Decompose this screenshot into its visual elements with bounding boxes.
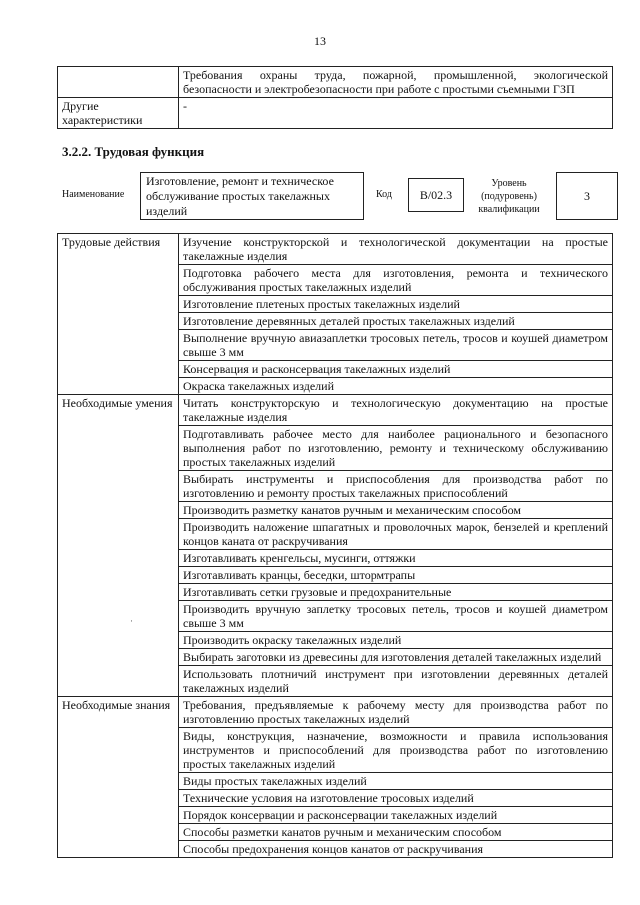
list-item: Окраска такелажных изделий [179, 378, 613, 395]
row-value: - [179, 98, 613, 129]
list-item: Выбирать инструменты и приспособления для производства работ по изготовлению и ремонту простых такелажных приспособлений [179, 471, 613, 502]
table-row [58, 67, 613, 98]
code-label: Код [376, 189, 392, 200]
table-row [58, 697, 613, 728]
list-item: Производить разметку канатов ручным и механическим способом [179, 502, 613, 519]
list-item: Изготовление плетеных простых такелажных изделий [179, 296, 613, 313]
group-label: Необходимые умения [58, 395, 179, 697]
list-item: Способы разметки канатов ручным и механическим способом [179, 824, 613, 841]
function-code: B/02.3 [408, 178, 464, 212]
list-item: Выбирать заготовки из древесины для изготовления деталей такелажных изделий [179, 649, 613, 666]
row-value: Требования охраны труда, пожарной, промышленной, экологической безопасности и электробезопасности при работе с простыми съемными ГЗП [179, 67, 613, 98]
group-label: Трудовые действия [58, 234, 179, 395]
scan-mark: · [130, 616, 133, 626]
list-item: Подготавливать рабочее место для наиболее рационального и безопасного выполнения работ по изготовлению, ремонту и техническому обслуживанию простых такелажных изделий [179, 426, 613, 471]
list-item: Требования, предъявляемые к рабочему месту для производства работ по изготовлению простых такелажных изделий [179, 697, 613, 728]
table-row [58, 98, 613, 129]
list-item: Технические условия на изготовление тросовых изделий [179, 790, 613, 807]
list-item: Консервация и расконсервация такелажных изделий [179, 361, 613, 378]
row-label: Другие характеристики [58, 98, 179, 129]
previous-function-table [57, 66, 613, 129]
page-number: 13 [314, 34, 326, 48]
qualification-level: 3 [556, 172, 618, 220]
name-label: Наименование [62, 189, 125, 200]
list-item: Выполнение вручную авиазаплетки тросовых петель, тросов и коушей диаметром свыше 3 мм [179, 330, 613, 361]
list-item: Способы предохранения концов канатов от раскручивания [179, 841, 613, 858]
list-item: Изучение конструкторской и технологической документации на простые такелажные изделия [179, 234, 613, 265]
table-row [58, 234, 613, 265]
labor-function-table [57, 233, 613, 858]
row-label [58, 67, 179, 98]
list-item: Изготавливать кранцы, беседки, штормтрапы [179, 567, 613, 584]
level-label: Уровень (подуровень) квалификации [478, 178, 540, 215]
list-item: Производить вручную заплетку тросовых петель, тросов и коушей диаметром свыше 3 мм [179, 601, 613, 632]
list-item: Изготавливать сетки грузовые и предохранительные [179, 584, 613, 601]
table-row [58, 395, 613, 426]
group-label: Необходимые знания [58, 697, 179, 858]
list-item: Изготовление деревянных деталей простых такелажных изделий [179, 313, 613, 330]
function-name: Изготовление, ремонт и техническое обслуживание простых такелажных изделий [140, 172, 364, 220]
list-item: Виды простых такелажных изделий [179, 773, 613, 790]
list-item: Производить наложение шпагатных и проволочных марок, бензелей и креплений концов каната от раскручивания [179, 519, 613, 550]
list-item: Виды, конструкция, назначение, возможности и правила использования инструментов и приспособлений для производства работ по изготовлению простых такелажных изделий [179, 728, 613, 773]
list-item: Подготовка рабочего места для изготовления, ремонта и технического обслуживания простых такелажных изделий [179, 265, 613, 296]
list-item: Производить окраску такелажных изделий [179, 632, 613, 649]
labor-function-table-body [58, 234, 613, 858]
list-item: Порядок консервации и расконсервации такелажных изделий [179, 807, 613, 824]
list-item: Изготавливать кренгельсы, мусинги, оттяжки [179, 550, 613, 567]
section-title: 3.2.2. Трудовая функция [62, 144, 205, 159]
list-item: Читать конструкторскую и технологическую документацию на простые такелажные изделия [179, 395, 613, 426]
labor-function-header [62, 172, 618, 222]
list-item: Использовать плотничий инструмент при изготовлении деревянных деталей такелажных изделий [179, 666, 613, 697]
